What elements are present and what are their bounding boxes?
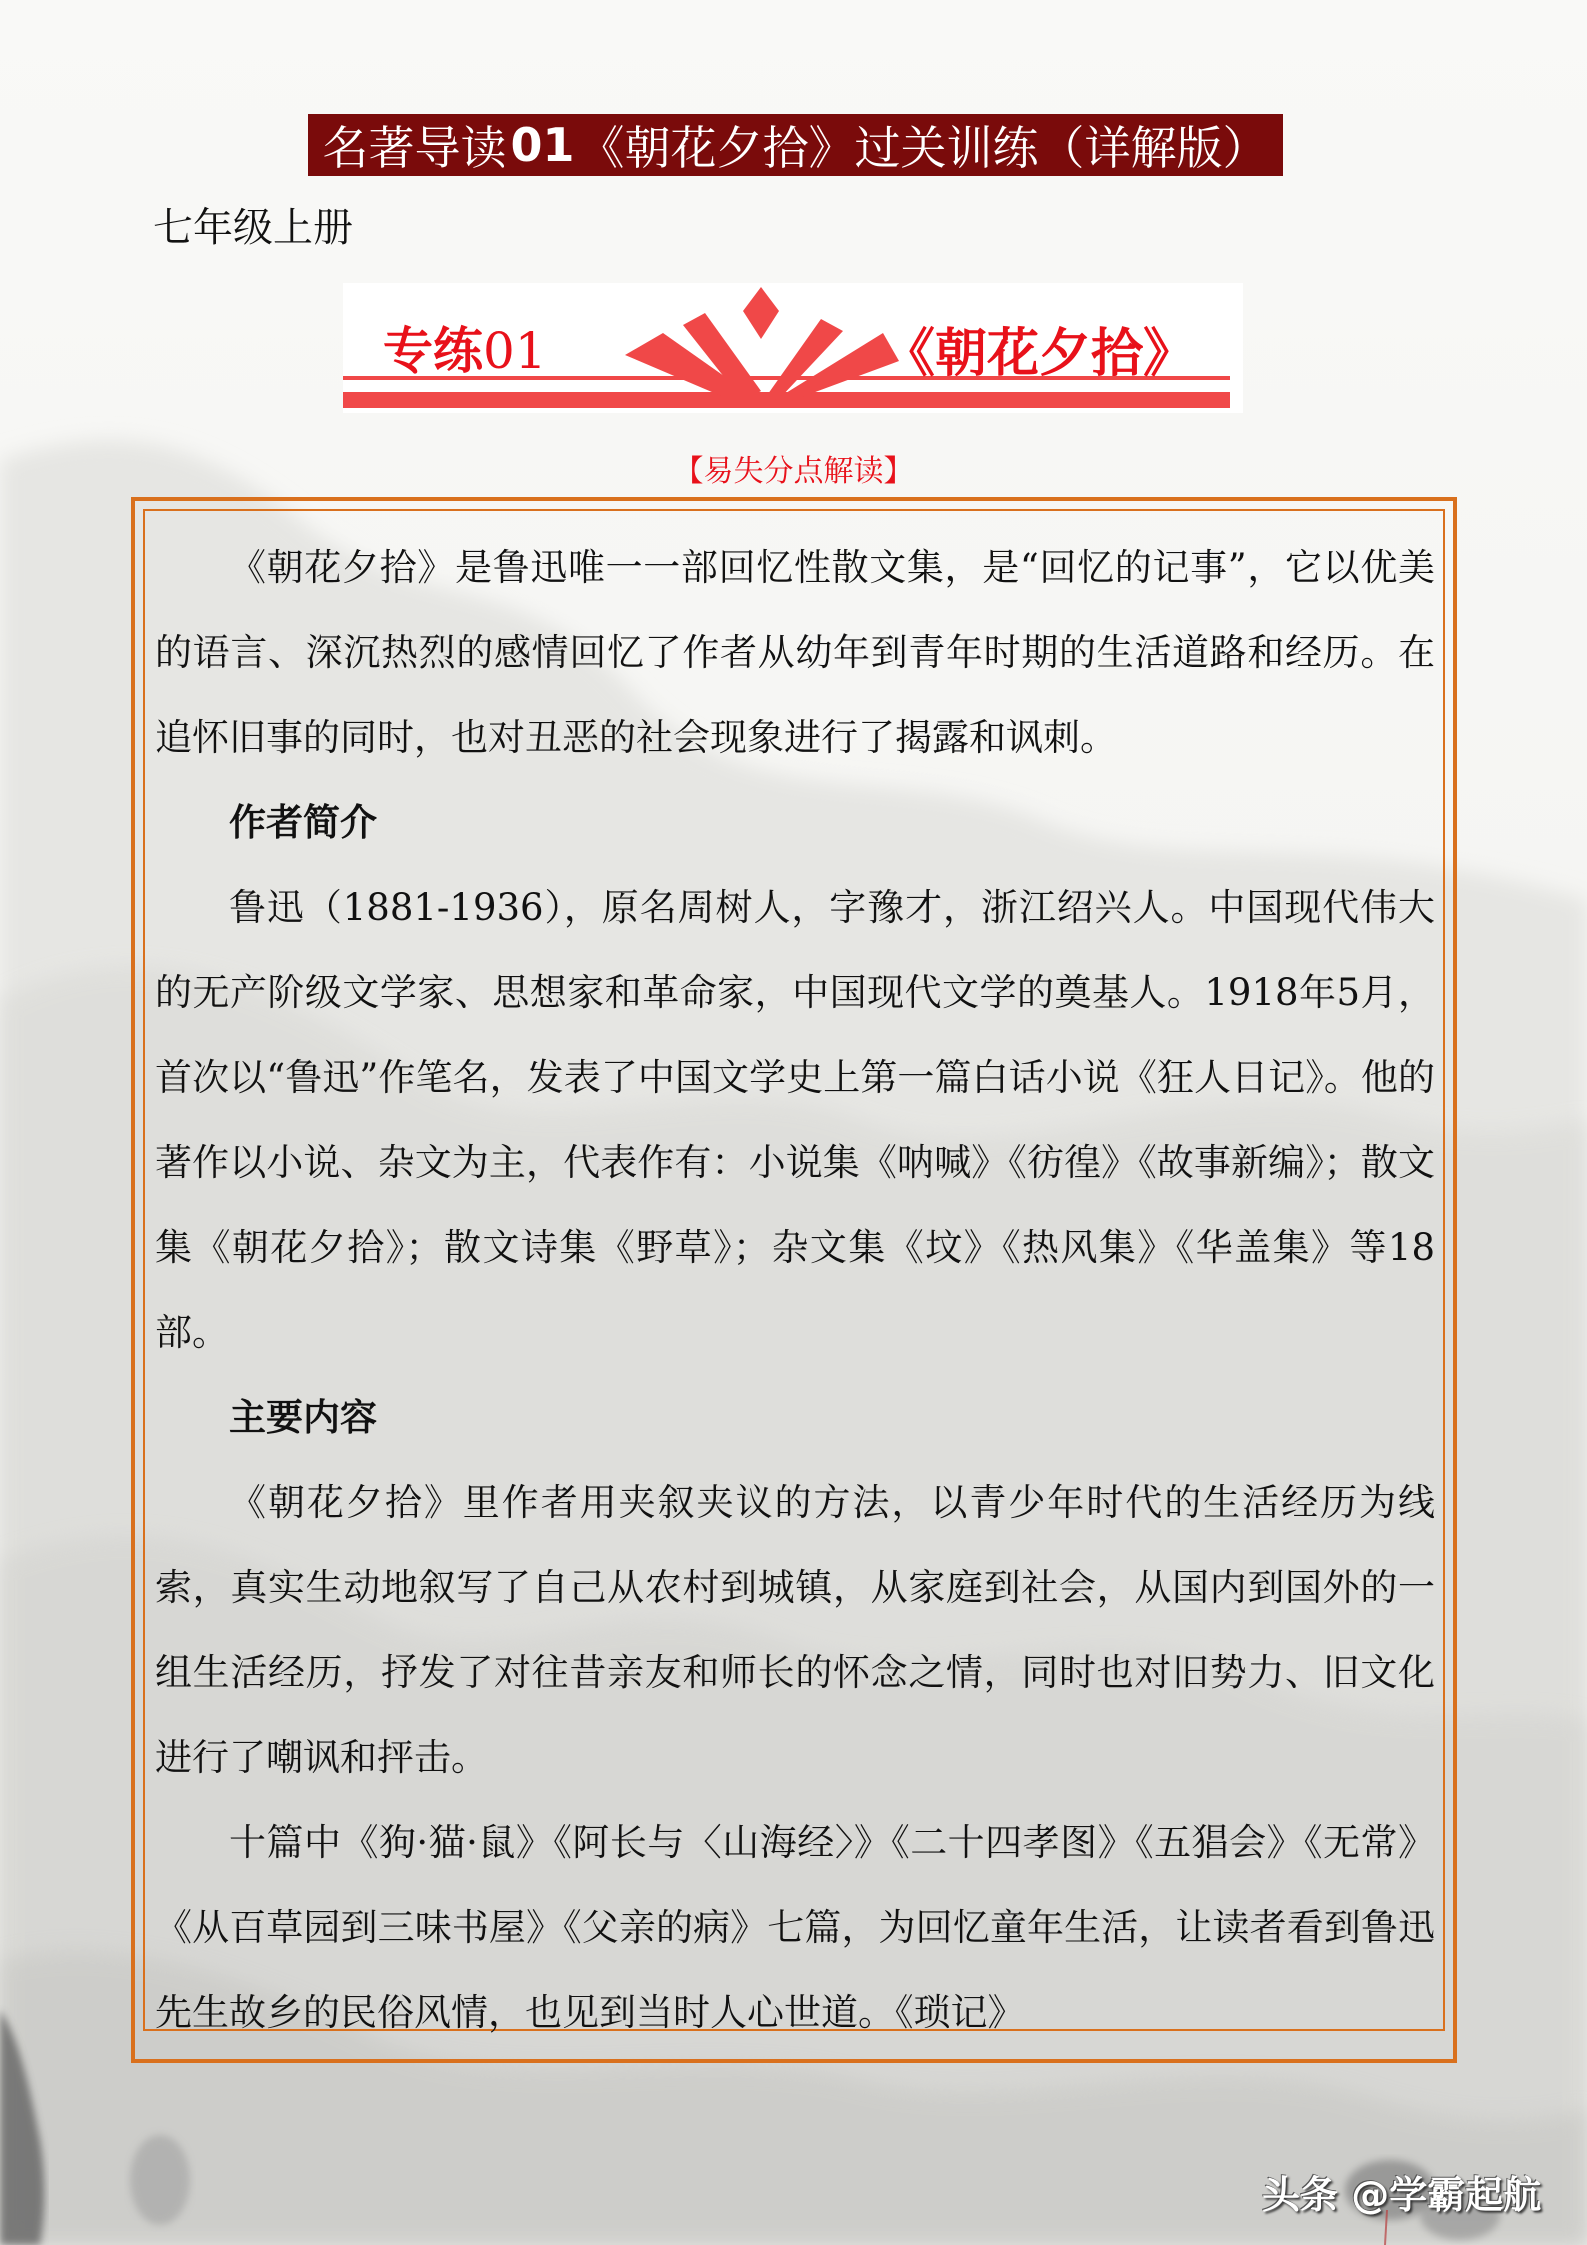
content-box [131, 497, 1457, 2063]
title-number: 01 [510, 118, 575, 172]
section-banner [343, 283, 1243, 413]
subheading: 【易失分点解读】 [673, 454, 914, 489]
content-text [155, 525, 1435, 2055]
author-heading: 作者简介 [229, 800, 377, 844]
title-suffix: 《朝花夕拾》过关训练（详解版） [578, 121, 1269, 175]
intro-paragraph: 《朝花夕拾》是鲁迅唯一一部回忆性散文集，是“回忆的记事”，它以优美的语言、深沉热烈的感情回忆了作者从幼年到青年时期的生活道路和经历。在追怀旧事的同时，也对丑恶的社会现象进行了揭露和讽刺。 [155, 546, 1435, 759]
title-prefix: 名著导读 [322, 121, 507, 175]
section-number: 01 [483, 322, 547, 380]
grade-label: 七年级上册 [153, 205, 353, 251]
content-paragraph-1: 《朝花夕拾》里作者用夹叙夹议的方法，以青少年时代的生活经历为线索，真实生动地叙写了自己从农村到城镇，从家庭到社会，从国内到国外的一组生活经历，抒发了对往昔亲友和师长的怀念之情，同时也对旧势力、旧文化进行了嘲讽和抨击。 [155, 1481, 1435, 1779]
section-label-text: 专练 [383, 322, 483, 380]
author-paragraph: 鲁迅（1881-1936），原名周树人，字豫才，浙江绍兴人。中国现代伟大的无产阶级文学家、思想家和革命家，中国现代文学的奠基人。1918年5月，首次以“鲁迅”作笔名，发表了中国文学史上第一篇白话小说《狂人日记》。他的著作以小说、杂文为主，代表作有：小说集《呐喊》《彷徨》《故事新编》；散文集《朝花夕拾》；散文诗集《野草》；杂文集《坟》《热风集》《华盖集》等18部。 [155, 886, 1435, 1354]
document-title-banner [308, 114, 1283, 176]
watermark: 头条 @学霸起航 [1262, 2173, 1542, 2217]
section-left-label [383, 311, 547, 383]
content-paragraph-2: 十篇中《狗·猫·鼠》《阿长与〈山海经〉》《二十四孝图》《五猖会》《无常》《从百草园到三味书屋》《父亲的病》七篇，为回忆童年生活，让读者看到鲁迅先生故乡的民俗风情，也见到当时人心世道。《琐记》 [155, 1821, 1435, 2034]
content-heading: 主要内容 [229, 1395, 377, 1439]
section-right-label: 《朝花夕拾》 [883, 324, 1196, 384]
